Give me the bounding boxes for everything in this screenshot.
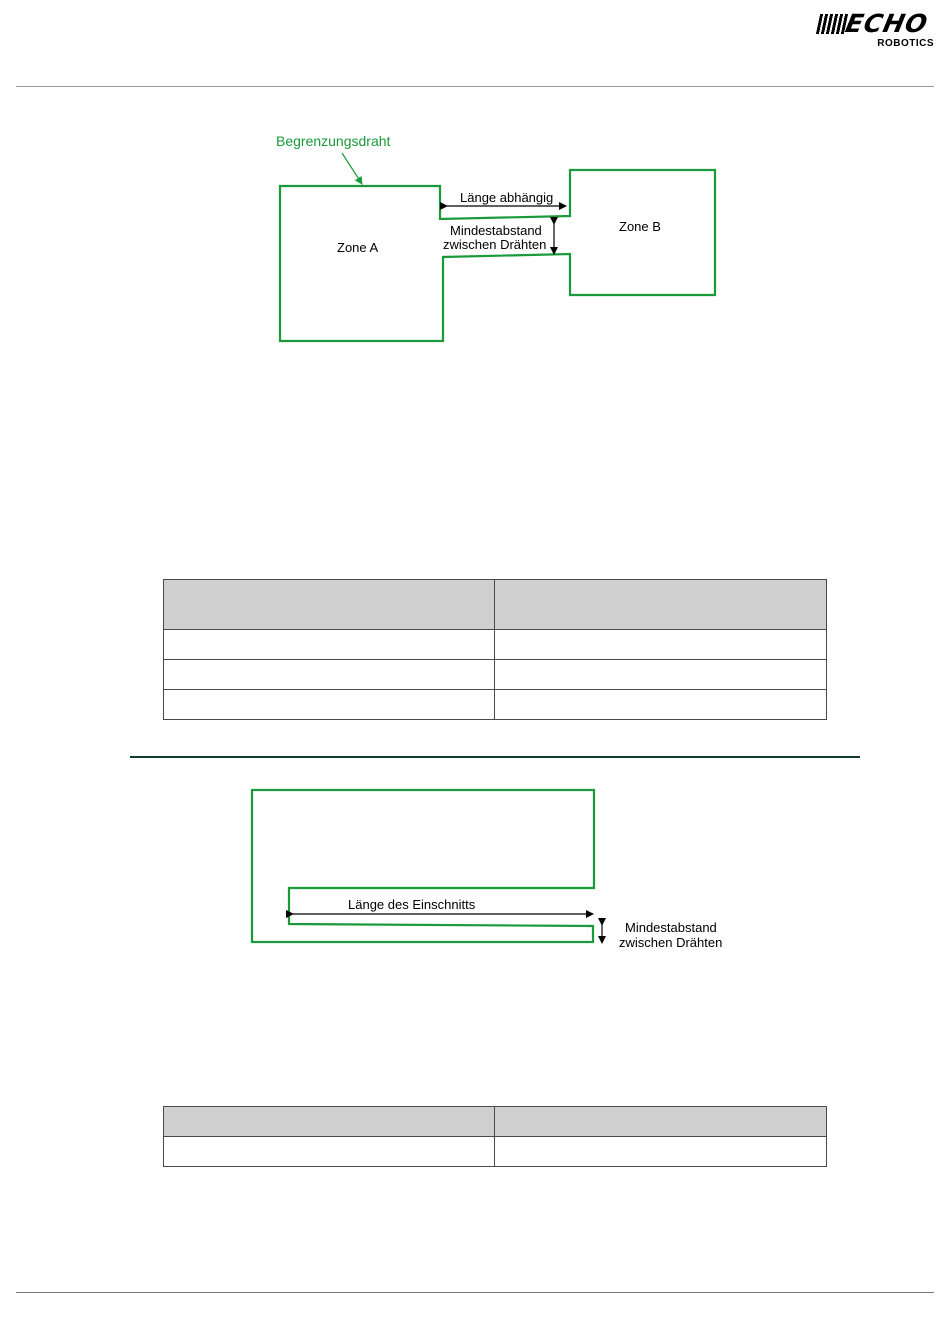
table-cell xyxy=(495,1137,827,1167)
table-row xyxy=(164,660,827,690)
table-cell xyxy=(495,660,827,690)
table-cell xyxy=(164,690,495,720)
distance-label-line1: Mindestabstand xyxy=(450,223,542,238)
table-1-header-cell xyxy=(495,580,827,630)
distance-label-line2: zwischen Drähten xyxy=(443,237,547,252)
table-cell xyxy=(164,1137,495,1167)
table-cell xyxy=(164,660,495,690)
table-cell xyxy=(495,630,827,660)
table-row xyxy=(164,630,827,660)
cut-diagram xyxy=(0,760,950,960)
table-2-header-cell xyxy=(495,1107,827,1137)
table-cell xyxy=(495,690,827,720)
table-row xyxy=(164,690,827,720)
table-row xyxy=(164,1137,827,1167)
length-label: Länge abhängig xyxy=(460,190,554,205)
section-divider xyxy=(130,756,860,758)
table-1-header-row xyxy=(164,580,827,630)
footer-divider xyxy=(16,1292,934,1293)
logo-subtext: ROBOTICS xyxy=(877,38,934,49)
table-2 xyxy=(163,1106,827,1167)
table-2-header-row xyxy=(164,1107,827,1137)
zones-diagram xyxy=(0,0,950,380)
cut-distance-label-line2: zwischen Drähten xyxy=(619,935,723,950)
table-1 xyxy=(163,579,827,720)
cut-length-label: Länge des Einschnitts xyxy=(348,897,476,912)
table-2-header-cell xyxy=(164,1107,495,1137)
boundary-wire-cut xyxy=(252,790,594,942)
table-1-header-cell xyxy=(164,580,495,630)
logo-text: ECHO xyxy=(843,9,931,38)
zone-a-label: Zone A xyxy=(337,240,379,255)
zone-b-label: Zone B xyxy=(619,219,661,234)
cut-distance-label-line1: Mindestabstand xyxy=(625,920,717,935)
wire-label-arrow xyxy=(342,153,362,184)
wire-label: Begrenzungsdraht xyxy=(276,133,391,149)
table-cell xyxy=(164,630,495,660)
